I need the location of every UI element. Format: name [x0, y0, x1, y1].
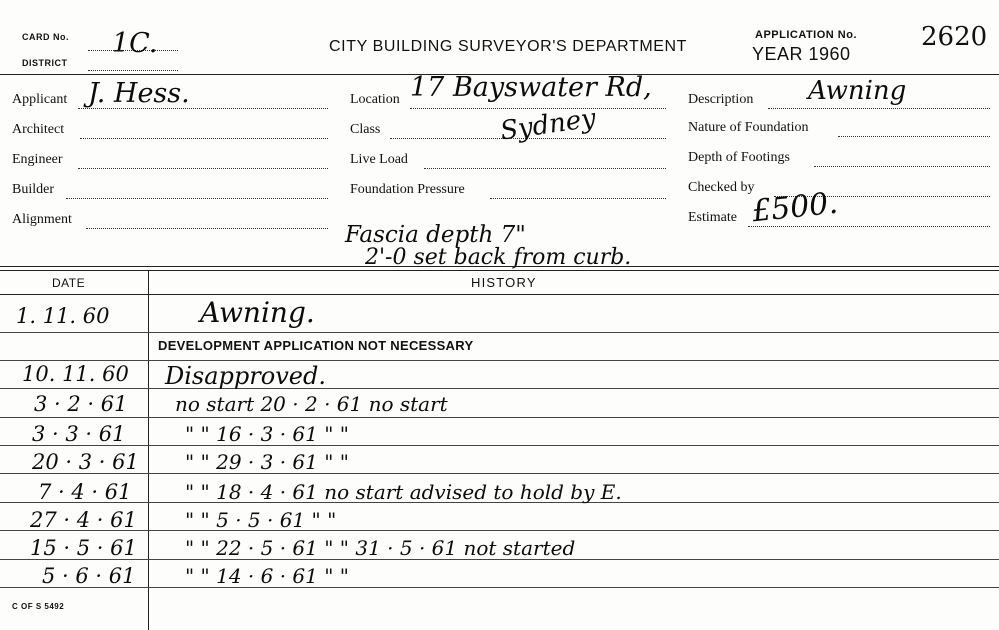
architect-label: Architect — [12, 122, 65, 137]
nature-of-foundation-dotted-line — [838, 136, 990, 137]
nature-of-foundation-label: Nature of Foundation — [688, 120, 809, 135]
history-row-date: 20 · 3 · 61 — [32, 450, 139, 474]
history-row-text: Awning. — [200, 296, 315, 329]
alignment-label: Alignment — [12, 212, 72, 227]
location-value: 17 Bayswater Rd, — [410, 72, 652, 103]
department-title: CITY BUILDING SURVEYOR'S DEPARTMENT — [329, 38, 688, 55]
district-label: DISTRICT — [22, 58, 68, 68]
location-label: Location — [350, 92, 400, 107]
row-rule — [0, 388, 999, 389]
depth-of-footings-label: Depth of Footings — [688, 150, 790, 165]
row-rule — [0, 473, 999, 474]
history-top-rule-2 — [0, 270, 999, 271]
form-code: C OF S 5492 — [12, 602, 65, 611]
live-load-dotted-line — [424, 168, 666, 169]
description-dotted-line — [768, 108, 990, 109]
year-label: YEAR 1960 — [752, 44, 851, 64]
history-row-text: " " 14 · 6 · 61 " " — [185, 564, 349, 588]
history-row-date: 1. 11. 60 — [16, 304, 110, 328]
alignment-dotted-line — [86, 228, 328, 229]
history-row-date: 15 · 5 · 61 — [30, 536, 137, 560]
history-row-date: 3 · 2 · 61 — [34, 392, 128, 416]
row-rule — [0, 417, 999, 418]
row-rule — [0, 530, 999, 531]
card-no-value: 1C. — [112, 28, 158, 59]
description-label: Description — [688, 92, 754, 107]
history-row-date: 7 · 4 · 61 — [38, 480, 132, 504]
foundation-pressure-label: Foundation Pressure — [350, 182, 465, 197]
note-line-2: 2'-0 set back from curb. — [365, 245, 632, 270]
class-value: Sydney — [498, 103, 598, 147]
row-rule — [0, 360, 999, 361]
history-row-text: " " 16 · 3 · 61 " " — [185, 422, 349, 446]
history-row-text: " " 29 · 3 · 61 " " — [185, 450, 349, 474]
live-load-label: Live Load — [350, 152, 408, 167]
checked-by-value: £500. — [750, 185, 840, 230]
estimate-dotted-line — [748, 226, 990, 227]
history-row-text: Disapproved. — [165, 362, 326, 390]
application-no-label: APPLICATION No. — [755, 29, 858, 41]
foundation-pressure-dotted-line — [490, 198, 666, 199]
description-value: Awning — [808, 76, 907, 106]
note-line-1: Fascia depth 7" — [345, 222, 526, 248]
district-dotted-line — [88, 70, 178, 71]
builder-dotted-line — [66, 198, 328, 199]
history-row-date: 10. 11. 60 — [22, 362, 129, 386]
history-row-date: 3 · 3 · 61 — [32, 422, 126, 446]
checked-by-label: Checked by — [688, 180, 755, 195]
location-dotted-line — [410, 108, 666, 109]
history-row-text: " " 18 · 4 · 61 no start advised to hold by E. — [185, 480, 622, 504]
engineer-dotted-line — [78, 168, 328, 169]
history-header-rule — [0, 294, 999, 295]
applicant-label: Applicant — [12, 92, 68, 107]
history-header: HISTORY — [471, 275, 537, 290]
history-row-text: no start 20 · 2 · 61 no start — [175, 392, 448, 416]
history-row-text: " " 5 · 5 · 61 " " — [185, 508, 337, 532]
depth-of-footings-dotted-line — [814, 166, 990, 167]
row-rule — [0, 587, 999, 588]
builder-label: Builder — [12, 182, 54, 197]
date-column-divider — [148, 270, 149, 630]
history-row-text: " " 22 · 5 · 61 " " 31 · 5 · 61 not started — [185, 536, 576, 560]
row-rule — [0, 445, 999, 446]
row-rule — [0, 332, 999, 333]
estimate-label: Estimate — [688, 210, 737, 225]
date-header: DATE — [52, 276, 86, 290]
history-top-rule-1 — [0, 266, 999, 267]
history-row-date: 27 · 4 · 61 — [30, 508, 137, 532]
architect-dotted-line — [80, 138, 328, 139]
card-no-label: CARD No. — [22, 32, 69, 42]
engineer-label: Engineer — [12, 152, 63, 167]
history-row-date: 5 · 6 · 61 — [42, 564, 136, 588]
class-label: Class — [350, 122, 381, 137]
applicant-value: J. Hess. — [88, 78, 190, 109]
application-no-value: 2620 — [921, 22, 988, 52]
development-stamp: DEVELOPMENT APPLICATION NOT NECESSARY — [158, 338, 474, 353]
